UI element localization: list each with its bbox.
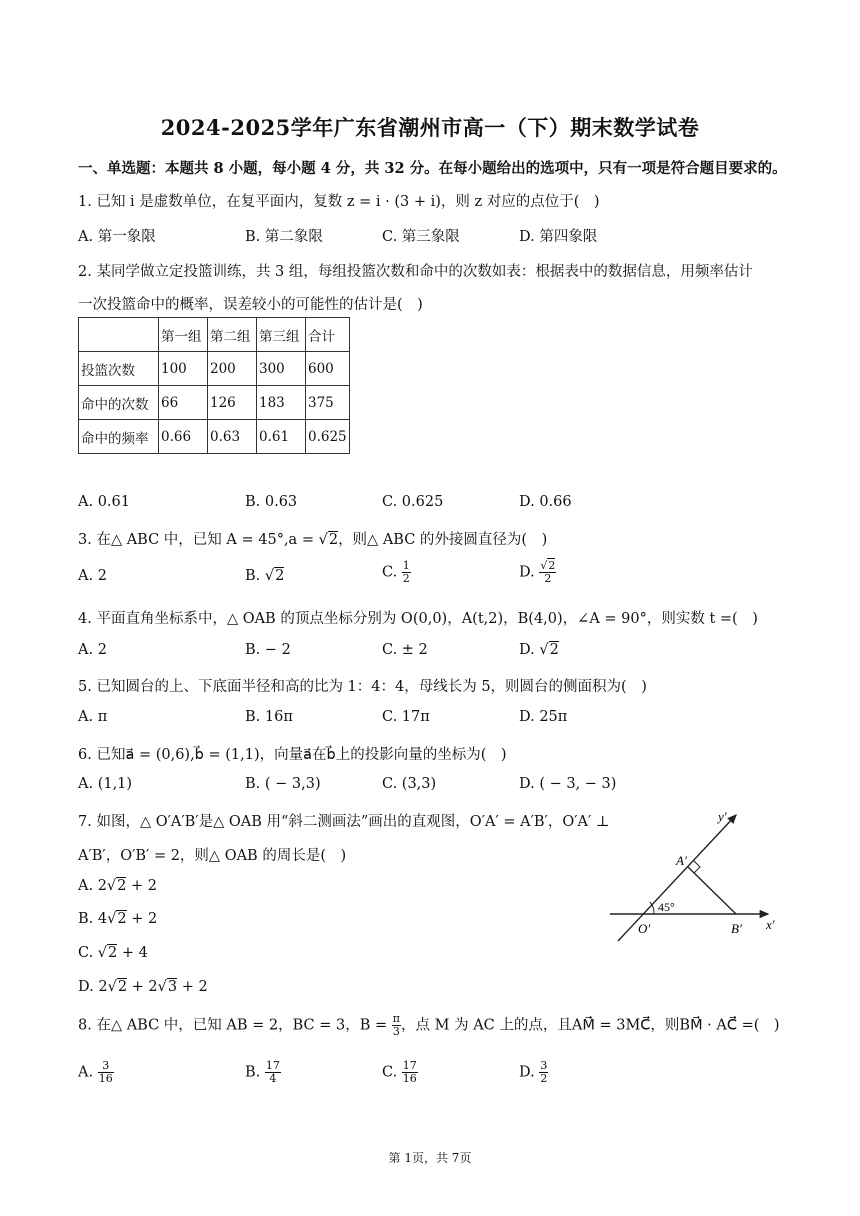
option-label: D. 2	[78, 979, 108, 995]
sqrt-radicand: 3	[167, 979, 178, 995]
table-row-label: 命中的频率	[79, 420, 159, 454]
sqrt-radicand: 2	[117, 911, 127, 927]
q3-option-b	[245, 568, 284, 584]
q1-option-a: A. 第一象限	[78, 229, 156, 245]
point-o-label: O′	[638, 921, 651, 936]
q8-stem-text-a: 8. 在△ ABC 中，已知 AB = 2，BC = 3，B =	[78, 1017, 392, 1034]
q4-option-b: B. − 2	[245, 642, 291, 658]
table-row-label: 命中的次数	[79, 386, 159, 420]
q7-option-c	[78, 945, 148, 961]
q7-option-d	[78, 979, 208, 995]
option-label: C.	[382, 1064, 402, 1081]
table-header-cell: 合计	[306, 318, 350, 352]
sqrt-sign: √	[107, 979, 117, 995]
q3-option-c	[382, 560, 411, 585]
table-cell: 300	[257, 352, 306, 386]
q8-option-d	[519, 1060, 548, 1085]
question-2-stem-line2: 一次投篮命中的概率，误差较小的可能性的估计是( )	[78, 297, 423, 313]
table-row	[79, 420, 350, 454]
numerator: 17	[265, 1059, 280, 1072]
table-cell: 66	[159, 386, 208, 420]
fraction	[402, 1060, 418, 1085]
section-heading: 一、单选题：本题共 8 小题，每小题 4 分，共 32 分。在每小题给出的选项中，只有一项是符合题目要求的。	[78, 160, 787, 177]
table-header-cell: 第三组	[257, 318, 306, 352]
fraction	[539, 560, 556, 585]
q5-option-d: D. 25π	[519, 709, 568, 725]
denominator: 2	[544, 572, 552, 585]
option-label: B.	[245, 568, 265, 584]
option-text: + 2	[126, 878, 157, 894]
numerator: 3	[98, 1060, 114, 1073]
table-cell: 100	[159, 352, 208, 386]
option-label: D.	[519, 564, 540, 581]
table-header-cell: 第一组	[159, 318, 208, 352]
q8-option-c	[382, 1060, 418, 1085]
sqrt-radicand: 2	[117, 979, 128, 995]
q6-option-c: C. (3,3)	[382, 776, 437, 792]
table-cell: 0.625	[306, 420, 350, 454]
denominator: 2	[402, 572, 410, 585]
q1-option-d: D. 第四象限	[519, 229, 598, 245]
sqrt-sign: √	[106, 878, 117, 894]
oblique-projection-figure	[600, 803, 800, 943]
sqrt-sign: √	[107, 911, 117, 927]
q6-option-b: B. ( − 3,3)	[245, 776, 321, 792]
frequency-table	[78, 317, 350, 454]
question-5-stem: 5. 已知圆台的上、下底面半径和高的比为 1：4：4，母线长为 5，则圆台的侧面积为( )	[78, 679, 647, 695]
y-axis-line	[618, 815, 736, 941]
q7-option-b	[78, 911, 157, 927]
q5-option-b: B. 16π	[245, 709, 293, 725]
option-label: A.	[78, 1064, 98, 1081]
table-cell: 126	[208, 386, 257, 420]
q3-option-d	[519, 560, 556, 585]
sqrt-radicand: 2	[275, 568, 285, 584]
angle-label: 45°	[658, 900, 675, 914]
table-cell: 0.66	[159, 420, 208, 454]
q3-stem-text-a: 3. 在△ ABC 中，已知 A = 45°,a =	[78, 532, 319, 548]
option-label: B.	[245, 1064, 265, 1081]
table-cell: 375	[306, 386, 350, 420]
sqrt-radicand: 2	[549, 642, 559, 658]
q8-stem-text-b: ，点 M 为 AC 上的点，且AM⃗⃗ = 3MC⃗⃗，则BM⃗⃗ · AC⃗⃗ =( )	[401, 1017, 780, 1034]
denominator: 16	[402, 1072, 417, 1085]
q3-stem-sqrt: 2	[328, 532, 339, 548]
q6-option-a: A. (1,1)	[78, 776, 133, 792]
sqrt-sign: √	[318, 532, 328, 548]
point-a-label: A′	[676, 853, 687, 868]
sqrt-sign: √	[539, 642, 549, 658]
table-cell: 200	[208, 352, 257, 386]
fraction	[402, 560, 411, 585]
option-text: + 2	[126, 911, 158, 927]
numerator: 1	[402, 559, 410, 572]
table-header-cell: 第二组	[208, 318, 257, 352]
option-label: A. 2	[78, 878, 107, 894]
q1-option-b: B. 第二象限	[245, 229, 323, 245]
q3-stem-text-b: ，则△ ABC 的外接圆直径为( )	[338, 532, 548, 548]
table-cell: 0.63	[208, 420, 257, 454]
sqrt-sign: √	[157, 979, 167, 995]
q4-option-d	[519, 642, 559, 658]
table-cell: 600	[306, 352, 350, 386]
option-text: + 4	[117, 945, 148, 961]
option-text: + 2	[177, 979, 208, 995]
fraction	[265, 1060, 281, 1085]
q1-option-c: C. 第三象限	[382, 229, 460, 245]
q4-option-c: C. ± 2	[382, 642, 428, 658]
page-footer: 第 1页，共 7页	[388, 1151, 472, 1165]
sqrt-radicand: 2	[108, 945, 118, 961]
numerator: 3	[540, 1059, 548, 1072]
fraction	[98, 1060, 114, 1085]
fraction	[392, 1013, 401, 1038]
option-label: D.	[519, 642, 540, 658]
option-text: + 2	[127, 979, 158, 995]
table-row-label: 投篮次数	[79, 352, 159, 386]
q2-option-c: C. 0.625	[382, 494, 444, 510]
denominator: 3	[392, 1025, 400, 1038]
q8-option-b	[245, 1060, 281, 1085]
question-1-stem: 1. 已知 i 是虚数单位，在复平面内，复数 z = i · (3 + i)，则 z 对应的点位于( )	[78, 194, 600, 210]
question-2-stem-line1: 2. 某同学做立定投篮训练，共 3 组，每组投篮次数和命中的次数如表：根据表中的数据信息，用频率估计	[78, 264, 753, 280]
y-axis-label: y′	[718, 809, 727, 824]
q6-option-d: D. ( − 3, − 3)	[519, 776, 617, 792]
q3-option-a: A. 2	[78, 568, 107, 584]
q2-option-d: D. 0.66	[519, 494, 572, 510]
table-cell: 183	[257, 386, 306, 420]
option-label: B. 4	[78, 911, 108, 927]
sqrt-radicand: 2	[548, 559, 556, 572]
option-label: D.	[519, 1064, 540, 1081]
question-4-stem: 4. 平面直角坐标系中，△ OAB 的顶点坐标分别为 O(0,0)，A(t,2)，B(4,0)，∠A = 90°，则实数 t =( )	[78, 611, 758, 627]
denominator: 2	[540, 1072, 548, 1085]
question-6-stem: 6. 已知a⃗ = (0,6),b⃗ = (1,1)，向量a⃗在b⃗上的投影向量的坐标为( )	[78, 747, 507, 763]
question-8-stem	[78, 1013, 780, 1038]
table-header-row	[79, 318, 350, 352]
table-row	[79, 352, 350, 386]
q5-option-c: C. 17π	[382, 709, 430, 725]
numerator: π	[392, 1012, 401, 1025]
q8-option-a	[78, 1060, 114, 1085]
question-7-stem-line2: A′B′，O′B′ = 2，则△ OAB 的周长是( )	[78, 848, 347, 864]
numerator: √2	[540, 559, 556, 572]
sqrt-sign: √	[264, 568, 275, 584]
segment-a-b	[688, 867, 736, 914]
denominator: 4	[269, 1072, 277, 1085]
page-title: 2024-2025学年广东省潮州市高一（下）期末数学试卷	[160, 115, 700, 140]
x-axis-label: x′	[766, 917, 775, 932]
table-cell	[79, 318, 159, 352]
numerator: 17	[402, 1059, 417, 1072]
table-row	[79, 386, 350, 420]
point-b-label: B′	[731, 921, 742, 936]
fraction	[539, 1060, 548, 1085]
q4-option-a: A. 2	[78, 642, 107, 658]
q2-option-a: A. 0.61	[78, 494, 130, 510]
option-label: C.	[382, 564, 402, 581]
sqrt-sign: √	[97, 945, 108, 961]
denominator: 16	[98, 1072, 113, 1085]
question-3-stem	[78, 528, 547, 549]
table-cell: 0.61	[257, 420, 306, 454]
right-angle-mark	[694, 861, 700, 873]
q5-option-a: A. π	[78, 709, 108, 725]
option-label: C.	[78, 945, 98, 961]
sqrt-radicand: 2	[117, 878, 127, 894]
q2-option-b: B. 0.63	[245, 494, 298, 510]
q7-option-a	[78, 878, 157, 894]
question-7-stem-line1: 7. 如图，△ O′A′B′是△ OAB 用“斜二测画法”画出的直观图，O′A′ = A′B′，O′A′ ⊥	[78, 814, 610, 830]
